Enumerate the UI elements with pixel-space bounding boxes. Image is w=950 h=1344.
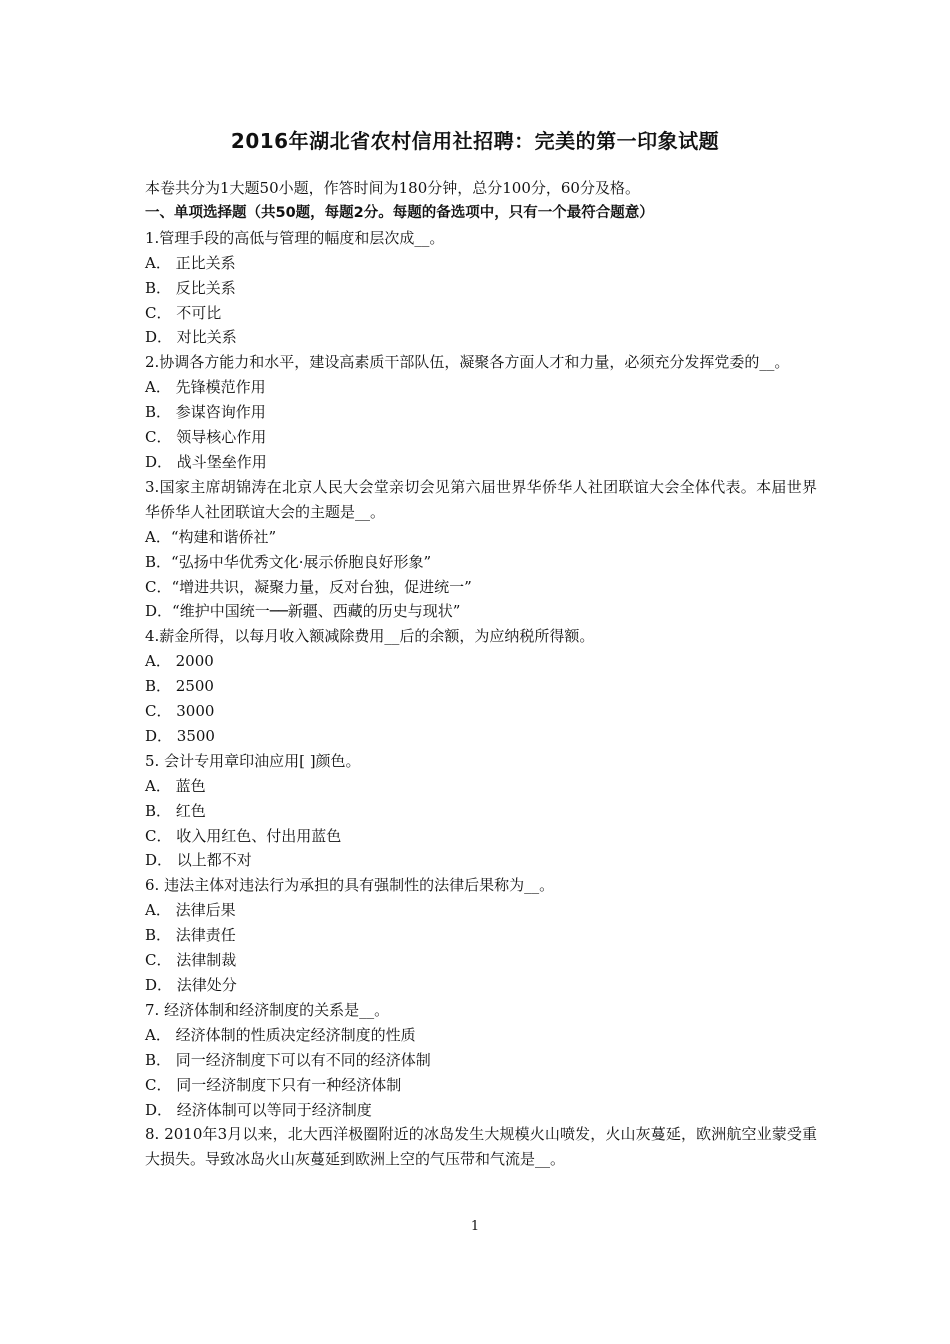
question-text: 1.管理手段的高低与管理的幅度和层次成__。 — [145, 228, 445, 247]
option-c: C． 不可比 — [145, 303, 222, 322]
option-c: C． 同一经济制度下只有一种经济体制 — [145, 1075, 402, 1094]
option-a: A． 蓝色 — [145, 776, 206, 795]
exam-intro: 本卷共分为1大题50小题，作答时间为180分钟，总分100分，60分及格。 — [145, 179, 640, 197]
question-block — [145, 1122, 817, 1172]
document-body — [145, 176, 817, 1172]
option-c: C． 领导核心作用 — [145, 428, 267, 447]
page-number: 1 — [470, 1219, 480, 1234]
question-text: 8. 2010年3月以来，北大西洋极圈附近的冰岛发生大规模火山喷发，火山灰蔓延，欧洲航空业蒙受重大损失。导致冰岛火山灰蔓延到欧洲上空的气压带和气流是__。 — [145, 1125, 817, 1169]
question-block — [145, 624, 817, 749]
option-d: D． 法律处分 — [145, 976, 237, 994]
option-a: A． 2000 — [145, 652, 214, 671]
option-d: D． 以上都不对 — [145, 851, 252, 870]
option-a: A．“构建和谐侨社” — [145, 527, 277, 546]
option-b: B． 2500 — [145, 677, 214, 696]
question-text: 5. 会计专用章印油应用[ ]颜色。 — [145, 751, 361, 770]
option-a: A． 经济体制的性质决定经济制度的性质 — [145, 1025, 416, 1044]
option-c: C． 3000 — [145, 702, 215, 721]
question-text: 7. 经济体制和经济制度的关系是__。 — [145, 1000, 390, 1019]
question-block — [145, 749, 817, 874]
option-d: D． 3500 — [145, 726, 215, 745]
question-text: 6. 违法主体对违法行为承担的具有强制性的法律后果称为__。 — [145, 876, 555, 895]
question-text: 4.薪金所得，以每月收入额减除费用__后的余额，为应纳税所得额。 — [145, 627, 595, 646]
question-block — [145, 350, 817, 475]
option-c: C．“增进共识，凝聚力量，反对台独，促进统一” — [145, 577, 472, 596]
option-b: B． 红色 — [145, 801, 206, 820]
option-b: B． 参谋咨询作用 — [145, 403, 266, 422]
section-heading: 一、单项选择题（共50题，每题2分。每题的备选项中，只有一个最符合题意） — [145, 204, 654, 221]
question-text: 2.协调各方能力和水平，建设高素质干部队伍，凝聚各方面人才和力量，必须充分发挥党委的__。 — [145, 353, 790, 372]
option-c: C． 收入用红色、付出用蓝色 — [145, 826, 342, 845]
option-a: A． 正比关系 — [145, 253, 236, 272]
option-b: B． 反比关系 — [145, 278, 236, 297]
option-d: D．“维护中国统一──新疆、西藏的历史与现状” — [145, 602, 461, 621]
option-a: A． 先锋模范作用 — [145, 378, 266, 397]
question-block — [145, 873, 817, 998]
question-block — [145, 226, 817, 351]
option-b: B．“弘扬中华优秀文化·展示侨胞良好形象” — [145, 552, 432, 571]
question-text: 3.国家主席胡锦涛在北京人民大会堂亲切会见第六届世界华侨华人社团联谊大会全体代表。本届世界华侨华人社团联谊大会的主题是__。 — [145, 477, 817, 521]
option-a: A． 法律后果 — [145, 901, 236, 920]
option-b: B． 同一经济制度下可以有不同的经济体制 — [145, 1050, 431, 1069]
question-block — [145, 998, 817, 1123]
document-title: 2016年湖北省农村信用社招聘：完美的第一印象试题 — [230, 129, 720, 153]
option-d: D． 战斗堡垒作用 — [145, 452, 267, 471]
option-c: C． 法律制裁 — [145, 951, 237, 970]
option-b: B． 法律责任 — [145, 926, 236, 945]
question-block — [145, 475, 817, 624]
option-d: D． 经济体制可以等同于经济制度 — [145, 1100, 372, 1119]
option-d: D． 对比关系 — [145, 328, 237, 347]
